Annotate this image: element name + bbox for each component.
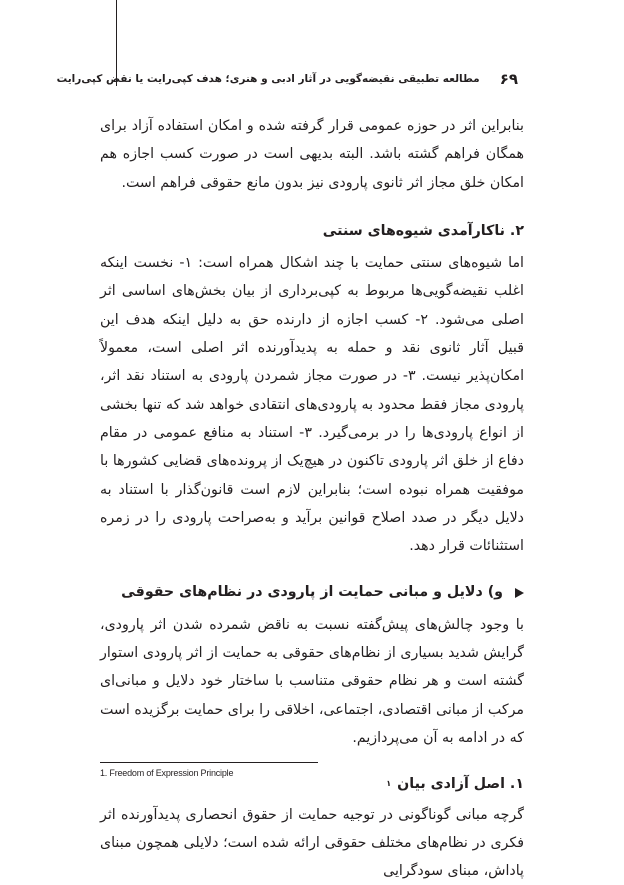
subsection-heading-text: و) دلایل و مبانی حمایت از پارودی در نظام‌های حقوقی — [121, 584, 503, 601]
paragraph: اما شیوه‌های سنتی حمایت با چند اشکال همراه است: ۱- نخست اینکه اغلب نقیضه‌گویی‌ها مربوط به کپی‌برداری از بیان بخش‌های اساسی اثر اصلی می‌شود. ۲- کسب اجازه از دارنده حق به دلیل اینکه هدف این قبیل آثار ثانوی نقد و حمله به پدیدآورنده اثر اصلی است، معمولاً امکان‌پذیر نیست. ۳- در صورت مجاز شمردن پارودی به استناد نقد اثر، پارودی مجاز فقط محدود به پارودی‌های انتقادی خواهد شد که تنها بخشی از انواع پارودی‌ها را در برمی‌گیرد. ۳- استناد به منافع عمومی در مقام دفاع از خلق اثر پارودی تاکنون در هیچ‌یک از پرونده‌های قضایی کشورها با موفقیت همراه نبوده است؛ بنابراین لازم است قانون‌گذار با استناد به دلایل دیگر در صدد اصلاح قوانین برآید و به‌صراحت پارودی را در زمره استثنائات قرار دهد. — [100, 255, 525, 555]
paragraph: گرچه مبانی گوناگونی در توجیه حمایت از حقوق انحصاری پدیدآورنده اثر فکری در نظام‌های مختلف حقوقی ارائه شده است؛ دلایلی همچون مبنای پاداش، مبنای سودگرایی — [100, 806, 524, 880]
footnote-marker: ۱ — [386, 779, 392, 789]
footnote-divider — [100, 762, 318, 763]
footnote: 1. Freedom of Expression Principle — [100, 768, 234, 778]
triangle-bullet-icon — [515, 588, 524, 598]
paragraph: با وجود چالش‌های پیش‌گفته نسبت به ناقض شمرده شدن اثر پارودی، گرایش شدید بسیاری از نظام‌های حقوقی به حمایت از اثر پارودی استوار گشته است و هر نظام حقوقی متناسب با ساختار خود دلایل و مبانی‌ای مرکب از مبانی اقتصادی، اجتماعی، اخلاقی را برای حمایت برگزیده است که در ادامه به آن می‌پردازیم. — [100, 616, 524, 746]
running-title: مطالعه تطبیقی نقیضه‌گویی در آثار ادبی و هنری؛ هدف کپی‌رایت یا نقض کپی‌رایت — [56, 73, 480, 85]
page-header — [56, 66, 518, 92]
subsection-heading — [100, 578, 524, 606]
section-heading-text: ۲. ناکارآمدی شیوه‌های سنتی — [322, 222, 524, 239]
section-heading-text: ۱. اصل آزادی بیان — [397, 776, 524, 793]
page-number: ۶۹ — [499, 70, 518, 88]
paragraph: بنابراین اثر در حوزه عمومی قرار گرفته شده و امکان استفاده آزاد برای همگان فراهم گشته باشد. البته بدیهی است در صورت کسب اجازه هم امکان خلق مجاز اثر ثانوی پارودی نیز بدون مانع حقوقی فراهم است. — [100, 118, 524, 191]
section-heading — [100, 217, 524, 245]
